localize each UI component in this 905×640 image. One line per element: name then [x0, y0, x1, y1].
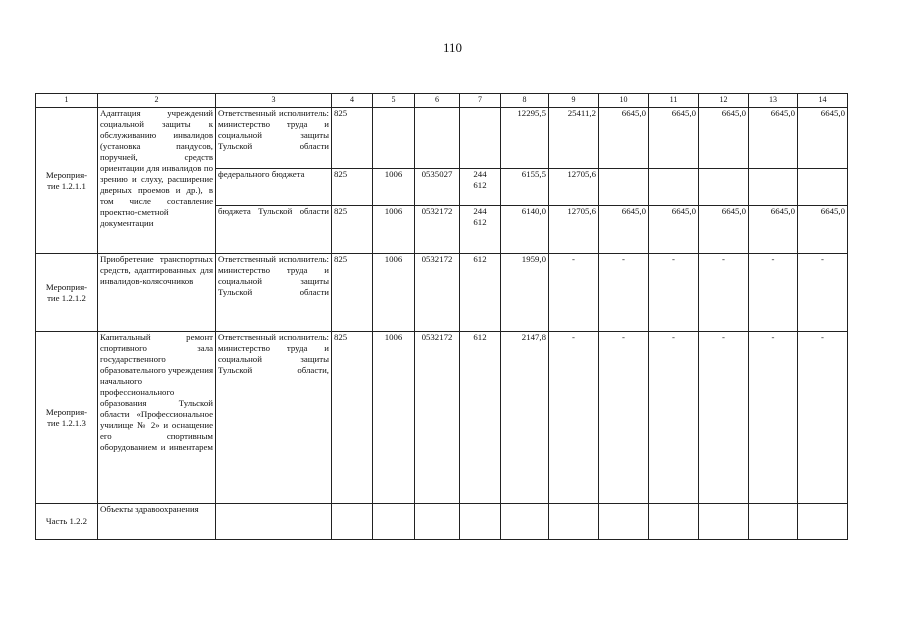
cell-c7 — [460, 108, 501, 169]
cell-c12: 6645,0 — [699, 108, 749, 169]
cell-c9: - — [549, 254, 599, 332]
cell-c10: 6645,0 — [599, 108, 649, 169]
cell-c6: 0532172 — [415, 206, 460, 254]
cell-c11 — [649, 169, 699, 206]
column-header: 6 — [415, 94, 460, 108]
cell-c14: - — [798, 254, 848, 332]
cell-c9: 12705,6 — [549, 206, 599, 254]
table-row — [36, 108, 848, 169]
cell-c12: 6645,0 — [699, 206, 749, 254]
cell-c4: 825 — [332, 108, 373, 169]
cell-c4: 825 — [332, 332, 373, 504]
table-row — [36, 332, 848, 504]
executor-cell: Ответственный исполнитель: министерство труда и социальной защиты Тульской области — [216, 108, 332, 169]
cell-c10 — [599, 169, 649, 206]
cell-c6 — [415, 108, 460, 169]
cell-c7: 612 — [460, 254, 501, 332]
cell-c10: - — [599, 254, 649, 332]
cell-c4: 825 — [332, 206, 373, 254]
measure-id: Мероприя- тие 1.2.1.2 — [36, 254, 98, 332]
executor-cell: федерального бюджета — [216, 169, 332, 206]
cell-c10: - — [599, 332, 649, 504]
cell-c13: - — [749, 254, 798, 332]
measure-id: Мероприя- тие 1.2.1.1 — [36, 108, 98, 254]
empty-cell — [649, 504, 699, 540]
cell-c13: 6645,0 — [749, 108, 798, 169]
empty-cell — [549, 504, 599, 540]
cell-c9: 25411,2 — [549, 108, 599, 169]
budget-table — [35, 93, 848, 540]
measure-description: Капитальный ремонт спортивного зала государственного образовательного учреждения начального профессионального образования Тульской области «Профессиональное училище № 2» и оснащение его спортивным оборудованием и инвентарем — [98, 332, 216, 504]
column-header: 14 — [798, 94, 848, 108]
cell-c5 — [373, 108, 415, 169]
cell-c4: 825 — [332, 254, 373, 332]
cell-c6: 0532172 — [415, 254, 460, 332]
empty-cell — [460, 504, 501, 540]
cell-c8: 2147,8 — [501, 332, 549, 504]
cell-c4: 825 — [332, 169, 373, 206]
cell-c7: 612 — [460, 332, 501, 504]
column-header: 5 — [373, 94, 415, 108]
empty-cell — [216, 504, 332, 540]
empty-cell — [501, 504, 549, 540]
cell-c14: 6645,0 — [798, 206, 848, 254]
column-header: 11 — [649, 94, 699, 108]
cell-c8: 12295,5 — [501, 108, 549, 169]
column-header: 10 — [599, 94, 649, 108]
table-row — [36, 504, 848, 540]
column-header: 7 — [460, 94, 501, 108]
empty-cell — [798, 504, 848, 540]
cell-c11: - — [649, 254, 699, 332]
cell-c6: 0535027 — [415, 169, 460, 206]
cell-c8: 6140,0 — [501, 206, 549, 254]
column-header: 3 — [216, 94, 332, 108]
cell-c14: 6645,0 — [798, 108, 848, 169]
column-header: 12 — [699, 94, 749, 108]
part-id: Часть 1.2.2 — [36, 504, 98, 540]
measure-description: Приобретение транспортных средств, адаптированных для инвалидов-колясочников — [98, 254, 216, 332]
cell-c11: - — [649, 332, 699, 504]
cell-c14 — [798, 169, 848, 206]
cell-c14: - — [798, 332, 848, 504]
cell-c13 — [749, 169, 798, 206]
cell-c11: 6645,0 — [649, 108, 699, 169]
column-header: 13 — [749, 94, 798, 108]
table-row — [36, 254, 848, 332]
cell-c11: 6645,0 — [649, 206, 699, 254]
executor-cell: Ответственный исполнитель: министерство труда и социальной защиты Тульской области, — [216, 332, 332, 504]
empty-cell — [415, 504, 460, 540]
cell-c5: 1006 — [373, 332, 415, 504]
cell-c5: 1006 — [373, 254, 415, 332]
column-header: 8 — [501, 94, 549, 108]
cell-c5: 1006 — [373, 206, 415, 254]
cell-c9: - — [549, 332, 599, 504]
executor-cell: бюджета Тульской области — [216, 206, 332, 254]
cell-c12: - — [699, 254, 749, 332]
empty-cell — [599, 504, 649, 540]
part-description: Объекты здравоохранения — [98, 504, 216, 540]
cell-c12 — [699, 169, 749, 206]
column-header: 4 — [332, 94, 373, 108]
measure-id: Мероприя- тие 1.2.1.3 — [36, 332, 98, 504]
cell-c8: 6155,5 — [501, 169, 549, 206]
executor-cell: Ответственный исполнитель: министерство труда и социальной защиты Тульской области — [216, 254, 332, 332]
page-number: 110 — [442, 40, 463, 55]
cell-c7: 244 612 — [460, 206, 501, 254]
empty-cell — [749, 504, 798, 540]
empty-cell — [373, 504, 415, 540]
cell-c6: 0532172 — [415, 332, 460, 504]
column-header-row — [36, 94, 848, 108]
measure-description: Адаптация учреждений социальной защиты к обслуживанию инвалидов (установка пандусов, поручней, средств ориентации для инвалидов по зрению и слуху, расширение дверных проемов и др.), в том числе составление проектно-сметной документации — [98, 108, 216, 254]
cell-c5: 1006 — [373, 169, 415, 206]
column-header: 9 — [549, 94, 599, 108]
cell-c13: 6645,0 — [749, 206, 798, 254]
cell-c8: 1959,0 — [501, 254, 549, 332]
column-header: 1 — [36, 94, 98, 108]
cell-c13: - — [749, 332, 798, 504]
cell-c10: 6645,0 — [599, 206, 649, 254]
cell-c9: 12705,6 — [549, 169, 599, 206]
column-header: 2 — [98, 94, 216, 108]
cell-c7: 244 612 — [460, 169, 501, 206]
empty-cell — [332, 504, 373, 540]
cell-c12: - — [699, 332, 749, 504]
empty-cell — [699, 504, 749, 540]
